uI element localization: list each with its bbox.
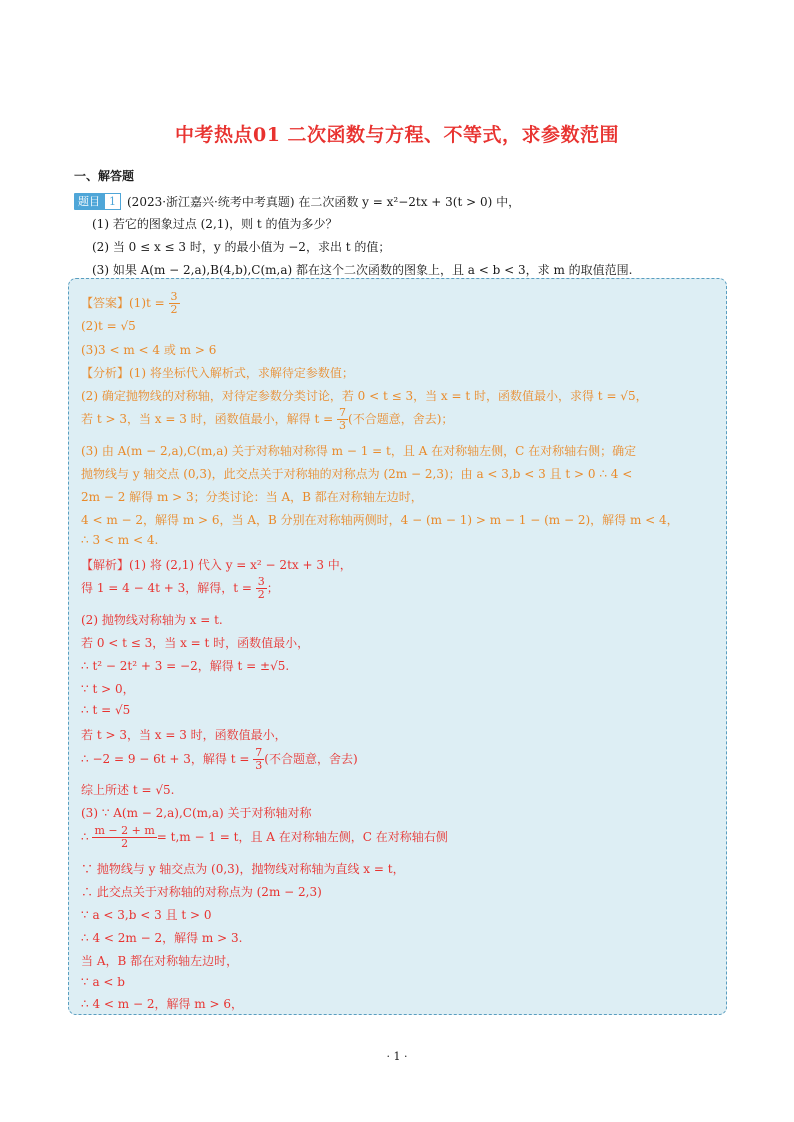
- solution-12-fraction: [92, 825, 156, 850]
- analysis-line-8: ∴ 3 < m < 4.: [81, 533, 159, 547]
- fraction-denominator: 2: [257, 588, 265, 602]
- solution-line-13: ∵ 抛物线与 y 轴交点为 (0,3)，抛物线对称轴为直线 x = t，: [81, 862, 405, 876]
- answer-1-prefix: 【答案】(1)t =: [81, 296, 165, 311]
- analysis-3-suffix: (不合题意，舍去)；: [348, 412, 454, 427]
- fraction-numerator: 7: [339, 406, 347, 419]
- solution-12-suffix: = t,m − 1 = t，且 A 在对称轴左侧，C 在对称轴右侧: [156, 830, 448, 845]
- solution-line-10: 综上所述 t = √5.: [81, 783, 175, 797]
- page-title: 中考热点01 二次函数与方程、不等式，求参数范围: [174, 124, 620, 146]
- solution-line-8: 若 t > 3，当 x = 3 时，函数值最小，: [81, 728, 287, 742]
- solution-9-fraction: [253, 747, 264, 772]
- question-item-1: (1) 若它的图象过点 (2,1)，则 t 的值为多少？: [92, 217, 338, 231]
- solution-2-fraction: [256, 576, 267, 601]
- fraction-numerator: 7: [255, 746, 263, 759]
- page-number: · 1 ·: [386, 1050, 408, 1063]
- solution-line-6: ∵ t > 0，: [81, 682, 135, 696]
- analysis-line-3: [81, 407, 453, 432]
- solution-12-prefix: ∴: [81, 830, 89, 845]
- fraction-denominator: 3: [255, 759, 263, 773]
- analysis-3-fraction: [337, 407, 348, 432]
- fraction-denominator: 2: [121, 837, 129, 851]
- solution-line-11: (3) ∵ A(m − 2,a),C(m,a) 关于对称轴对称: [81, 806, 312, 820]
- question-item-2: (2) 当 0 ≤ x ≤ 3 时，y 的最小值为 −2，求出 t 的值；: [92, 240, 391, 254]
- section-heading: 一、解答题: [74, 169, 135, 183]
- solution-line-2: [81, 576, 279, 601]
- question-stem: (2023·浙江嘉兴·统考中考真题) 在二次函数 y = x²−2tx + 3(t > 0) 中，: [127, 194, 521, 209]
- question-tag: 题目: [74, 193, 104, 210]
- fraction-numerator: m − 2 + m: [94, 824, 155, 837]
- analysis-3-prefix: 若 t > 3，当 x = 3 时，函数值最小，解得 t =: [81, 412, 334, 427]
- solution-9-suffix: (不合题意，舍去): [264, 752, 358, 767]
- solution-line-7: ∴ t = √5: [81, 703, 131, 717]
- question-item-3: (3) 如果 A(m − 2,a),B(4,b),C(m,a) 都在这个二次函数的图象上，且 a < b < 3，求 m 的取值范围.: [92, 263, 633, 277]
- analysis-line-7: 4 < m − 2，解得 m > 6，当 A，B 分别在对称轴两侧时，4 − (m − 1) > m − 1 − (m − 2)，解得 m < 4，: [81, 513, 679, 527]
- question-number: 1: [104, 193, 121, 210]
- answer-line-2: (2)t = √5: [81, 319, 136, 333]
- fraction-denominator: 3: [339, 419, 347, 433]
- fraction-numerator: 3: [257, 575, 265, 588]
- answer-1-fraction: [169, 291, 180, 316]
- solution-line-1: 【解析】(1) 将 (2,1) 代入 y = x² − 2tx + 3 中，: [81, 558, 352, 572]
- fraction-numerator: 3: [170, 290, 178, 303]
- analysis-line-5: 抛物线与 y 轴交点 (0,3)，此交点关于对称轴的对称点为 (2m − 2,3)；由 a < 3,b < 3 且 t > 0 ∴ 4 <: [81, 467, 633, 481]
- solution-line-9: [81, 747, 358, 772]
- analysis-line-4: (3) 由 A(m − 2,a),C(m,a) 关于对称轴对称得 m − 1 = t，且 A 在对称轴左侧，C 在对称轴右侧；确定: [81, 444, 637, 458]
- solution-line-18: ∵ a < b: [81, 975, 125, 989]
- solution-line-14: ∴ 此交点关于对称轴的对称点为 (2m − 2,3): [81, 885, 322, 899]
- analysis-line-6: 2m − 2 解得 m > 3；分类讨论：当 A，B 都在对称轴左边时，: [81, 490, 423, 504]
- solution-2-prefix: 得 1 = 4 − 4t + 3，解得，t =: [81, 581, 252, 596]
- solution-line-3: (2) 抛物线对称轴为 x = t.: [81, 613, 223, 627]
- analysis-line-2: (2) 确定抛物线的对称轴，对待定参数分类讨论，若 0 < t ≤ 3，当 x = t 时，函数值最小，求得 t = √5，: [81, 389, 648, 403]
- solution-line-16: ∴ 4 < 2m − 2，解得 m > 3.: [81, 931, 243, 945]
- solution-9-prefix: ∴ −2 = 9 − 6t + 3，解得 t =: [81, 752, 250, 767]
- question-header: [74, 192, 520, 210]
- answer-line-3: (3)3 < m < 4 或 m > 6: [81, 343, 217, 357]
- solution-line-5: ∴ t² − 2t² + 3 = −2，解得 t = ±√5.: [81, 659, 290, 673]
- fraction-denominator: 2: [170, 303, 178, 317]
- solution-2-suffix: ；: [266, 581, 279, 596]
- solution-line-19: ∴ 4 < m − 2，解得 m > 6，: [81, 997, 243, 1011]
- answer-box: [68, 278, 727, 1015]
- analysis-line-1: 【分析】(1) 将坐标代入解析式，求解待定参数值；: [81, 366, 354, 380]
- solution-line-12: [81, 825, 448, 850]
- answer-line-1: [81, 291, 180, 316]
- solution-line-17: 当 A，B 都在对称轴左边时，: [81, 954, 239, 968]
- solution-line-15: ∵ a < 3,b < 3 且 t > 0: [81, 908, 212, 922]
- solution-line-4: 若 0 < t ≤ 3，当 x = t 时，函数值最小，: [81, 636, 310, 650]
